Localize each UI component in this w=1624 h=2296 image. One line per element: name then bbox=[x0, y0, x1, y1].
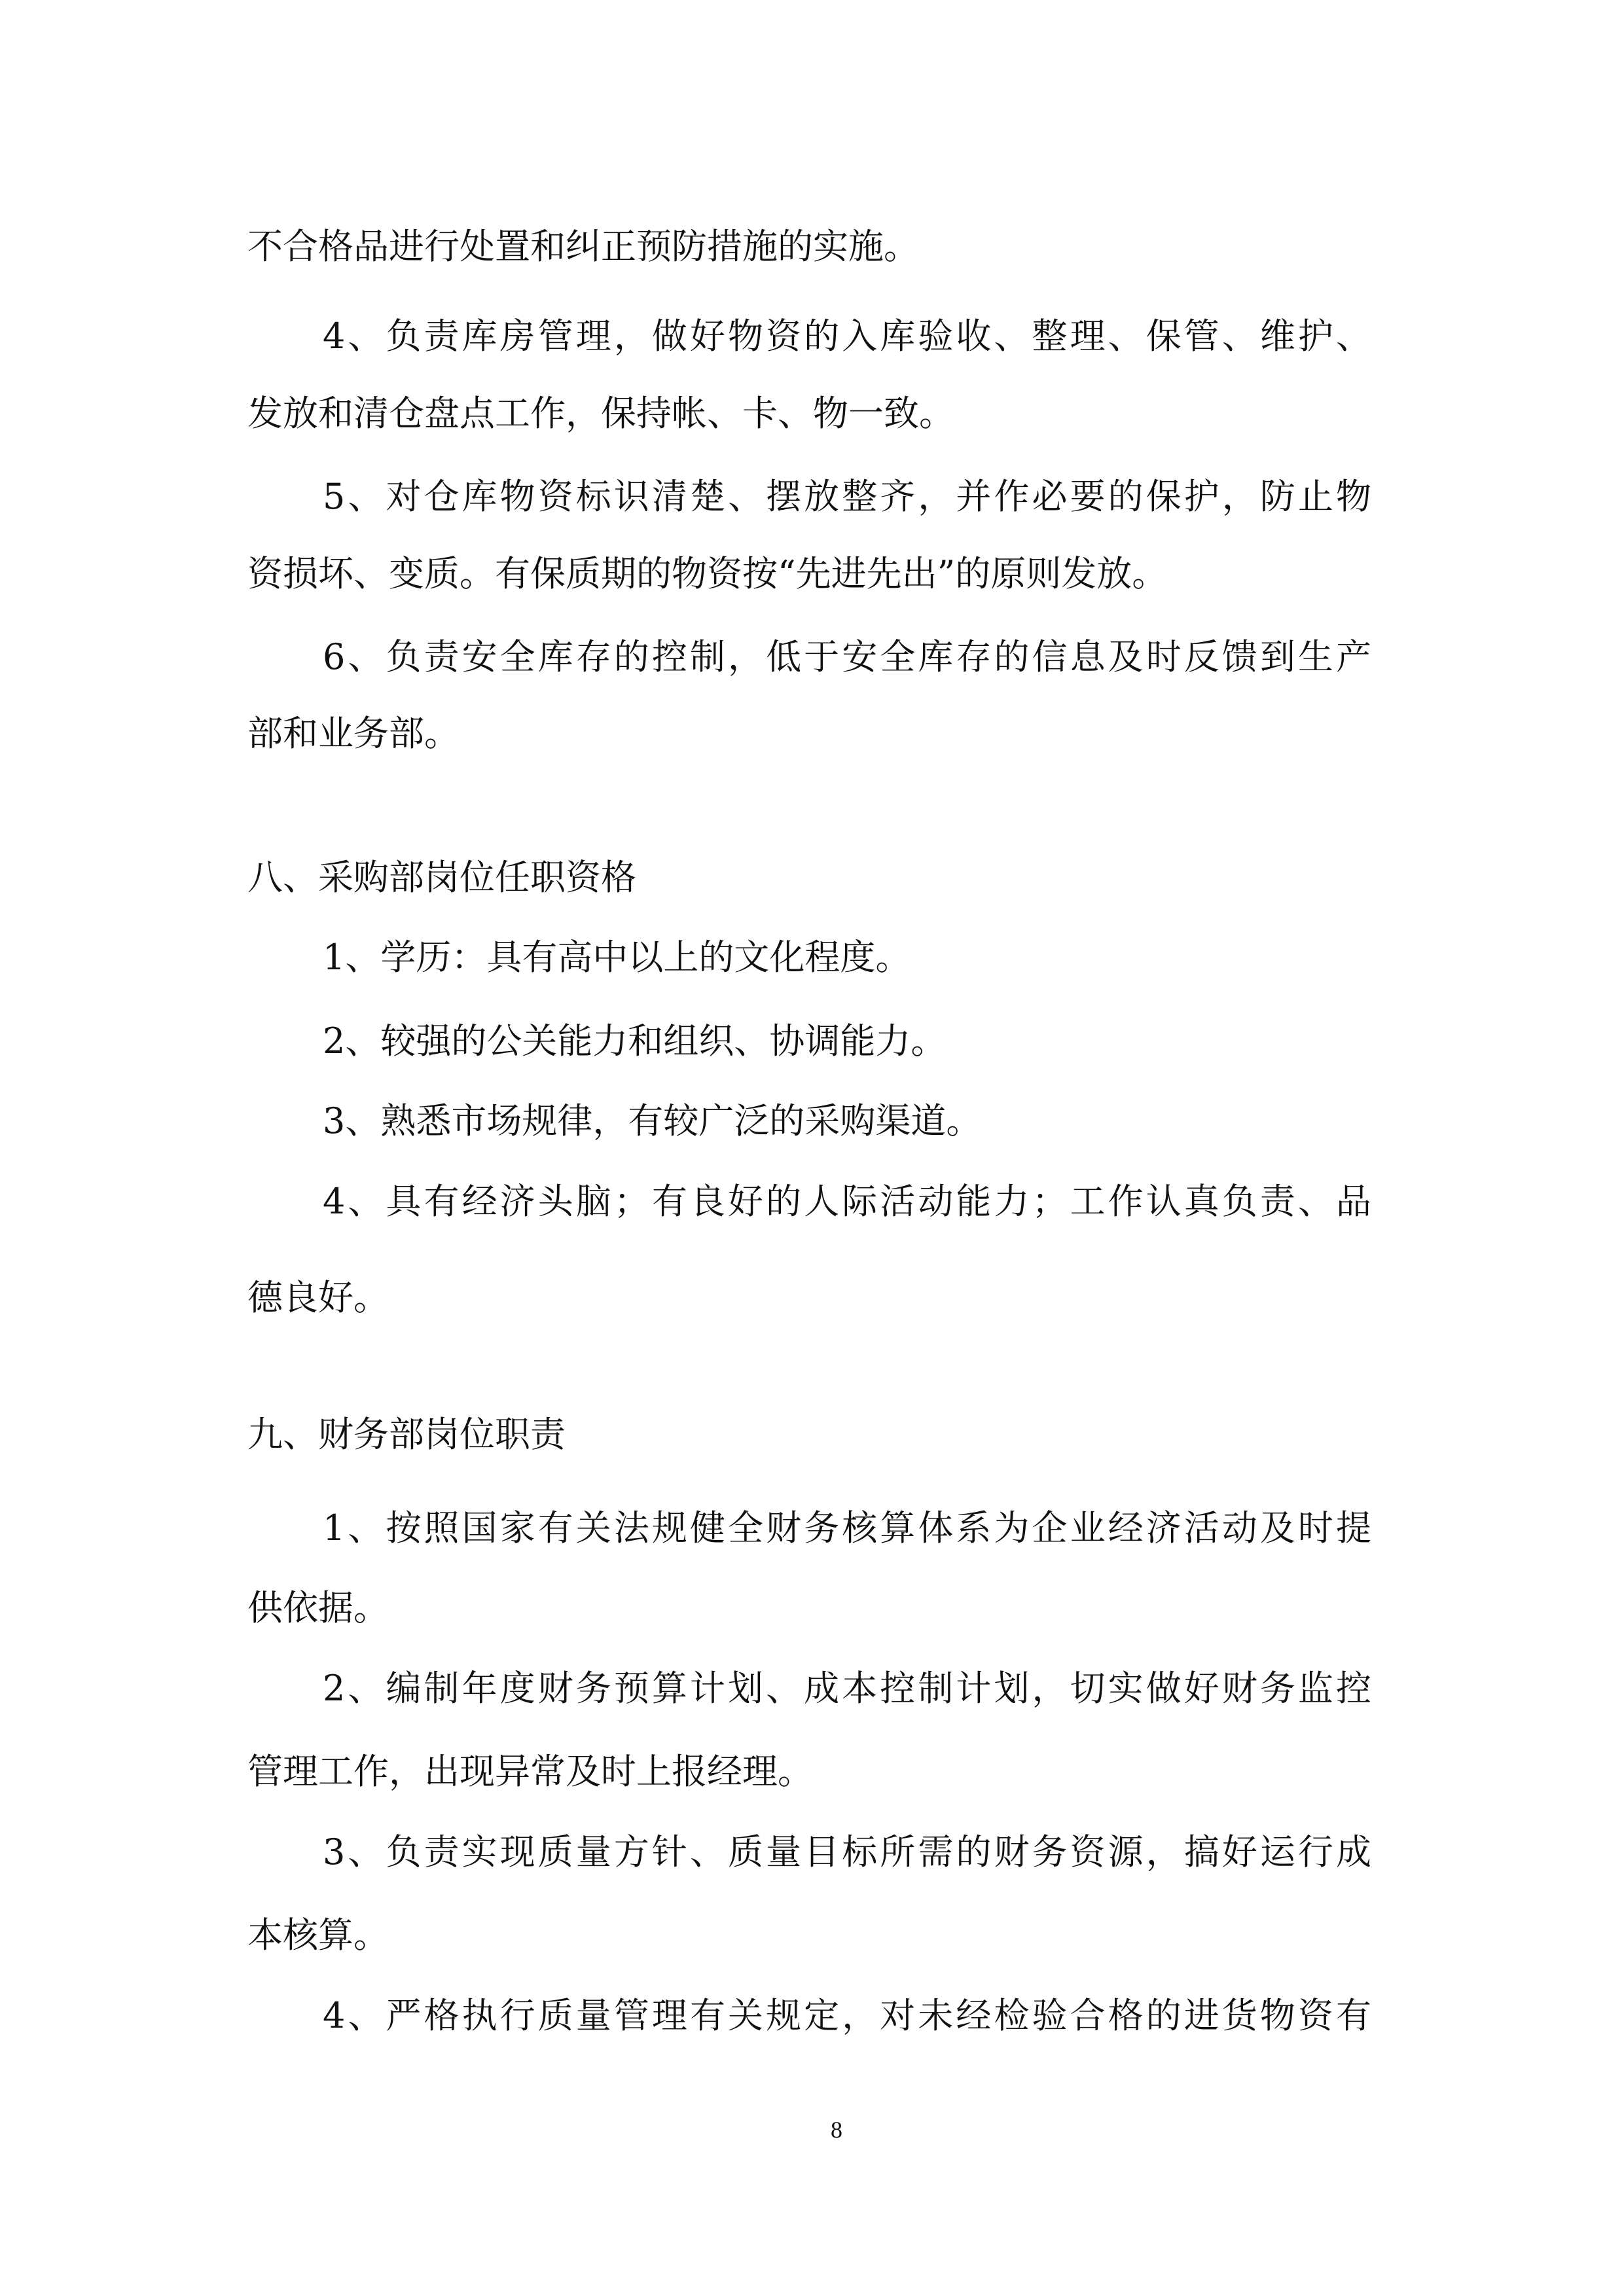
paragraph-line: 供依据。 bbox=[247, 1587, 389, 1628]
paragraph-line: 部和业务部。 bbox=[247, 713, 460, 754]
paragraph-line: 不合格品进行处置和纠正预防措施的实施。 bbox=[247, 226, 919, 267]
list-item-4-quality-rules: 4、严格执行质量管理有关规定，对未经检验合格的进货物资有 bbox=[323, 1995, 1371, 2036]
list-item-3-financial-resources: 3、负责实现质量方针、质量目标所需的财务资源，搞好运行成 bbox=[323, 1831, 1371, 1873]
list-item-1-accounting-system: 1、按照国家有关法规健全财务核算体系为企业经济活动及时提 bbox=[323, 1507, 1371, 1549]
list-item-6-safety-stock: 6、负责安全库存的控制，低于安全库存的信息及时反馈到生产 bbox=[323, 636, 1371, 677]
section-heading-finance-duties: 九、财务部岗位职责 bbox=[247, 1414, 566, 1455]
paragraph-line: 管理工作，出现异常及时上报经理。 bbox=[247, 1751, 813, 1792]
list-item-4-economic-sense: 4、具有经济头脑；有良好的人际活动能力；工作认真负责、品 bbox=[323, 1181, 1371, 1222]
section-heading-purchasing-qualifications: 八、采购部岗位任职资格 bbox=[247, 857, 636, 898]
page-number: 8 bbox=[831, 2117, 842, 2143]
paragraph-line: 资损坏、变质。有保质期的物资按“先进先出”的原则发放。 bbox=[247, 553, 1168, 594]
list-item-1-education: 1、学历：具有高中以上的文化程度。 bbox=[323, 937, 911, 978]
list-item-3-market-knowledge: 3、熟悉市场规律，有较广泛的采购渠道。 bbox=[323, 1100, 982, 1141]
list-item-4-storage: 4、负责库房管理，做好物资的入库验收、整理、保管、维护、 bbox=[323, 315, 1371, 357]
list-item-5-labeling: 5、对仓库物资标识清楚、摆放整齐，并作必要的保护，防止物 bbox=[323, 476, 1371, 517]
paragraph-line: 德良好。 bbox=[247, 1277, 389, 1318]
paragraph-line: 发放和清仓盘点工作，保持帐、卡、物一致。 bbox=[247, 393, 954, 434]
paragraph-line: 本核算。 bbox=[247, 1914, 389, 1956]
list-item-2-budget-plan: 2、编制年度财务预算计划、成本控制计划，切实做好财务监控 bbox=[323, 1668, 1371, 1709]
list-item-2-pr-ability: 2、较强的公关能力和组织、协调能力。 bbox=[323, 1020, 947, 1062]
